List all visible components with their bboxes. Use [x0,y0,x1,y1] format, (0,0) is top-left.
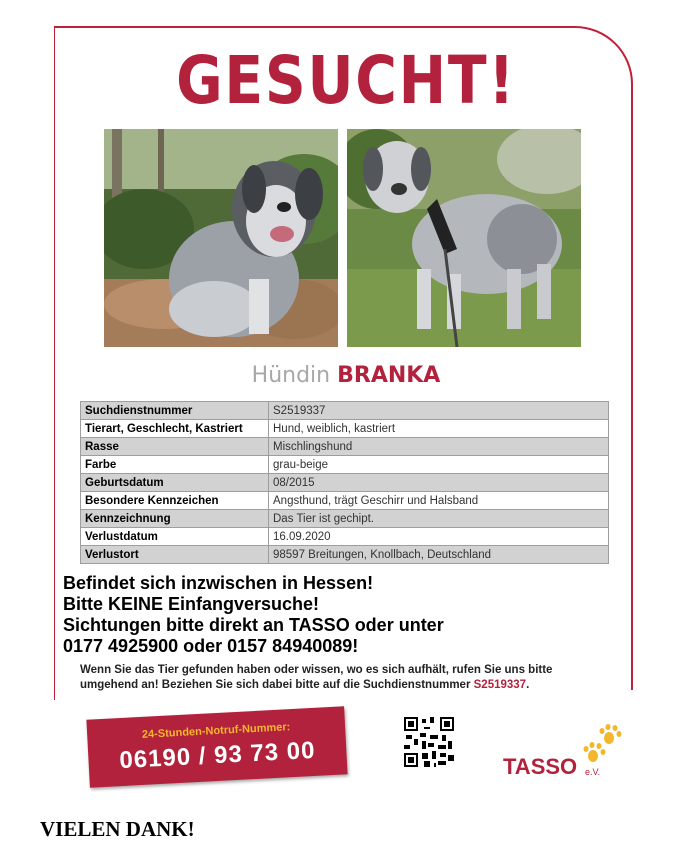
detail-value: 08/2015 [269,474,609,492]
contact-note [80,663,552,693]
contact-note-end: . [526,679,530,691]
hotline-number[interactable]: 06190 / 93 73 00 [118,736,317,775]
table-row [81,402,609,420]
notice-line: 0177 4925900 oder 0157 84940089! [63,636,359,656]
pet-heading [0,363,692,388]
detail-value: Das Tier ist gechipt. [269,510,609,528]
detail-value: 98597 Breitungen, Knollbach, Deutschland [269,546,609,564]
table-row [81,438,609,456]
hotline-label: 24-Stunden-Notruf-Nummer: [141,721,291,741]
dog-photo-sitting [104,129,338,347]
table-row [81,474,609,492]
table-row [81,456,609,474]
detail-value: Hund, weiblich, kastriert [269,420,609,438]
qr-code-icon[interactable] [404,717,454,767]
detail-value: Mischlingshund [269,438,609,456]
detail-label: Besondere Kennzeichen [81,492,269,510]
search-number: S2519337 [473,679,527,691]
table-row [81,510,609,528]
logo-wordmark: TASSO [503,754,578,779]
detail-label: Rasse [81,438,269,456]
hotline-banner [86,706,347,787]
dog-photo-standing [347,129,581,347]
logo-suffix: e.V. [585,767,601,777]
table-row [81,546,609,564]
detail-label: Verlustdatum [81,528,269,546]
detail-label: Farbe [81,456,269,474]
pet-gender: Hündin [251,363,331,388]
notice-block [63,573,444,657]
paw-icon [581,722,629,766]
frame-gap [620,690,636,702]
detail-value: S2519337 [269,402,609,420]
table-row [81,420,609,438]
detail-label: Verlustort [81,546,269,564]
detail-label: Suchdienstnummer [81,402,269,420]
notice-line: Bitte KEINE Einfangversuche! [63,594,320,614]
pet-name: BRANKA [337,363,441,388]
table-row [81,528,609,546]
detail-label: Tierart, Geschlecht, Kastriert [81,420,269,438]
detail-value: Angsthund, trägt Geschirr und Halsband [269,492,609,510]
thank-you-text: VIELEN DANK! [40,817,195,841]
poster-title: GESUCHT! [176,42,516,119]
detail-value: grau-beige [269,456,609,474]
table-row [81,492,609,510]
contact-note-text: umgehend an! Beziehen Sie sich dabei bitte auf die Suchdienstnummer [80,679,471,691]
contact-note-line [80,678,552,693]
contact-note-line: Wenn Sie das Tier gefunden haben oder wissen, wo es sich aufhält, rufen Sie uns bitte [80,664,553,676]
detail-label: Kennzeichnung [81,510,269,528]
detail-value: 16.09.2020 [269,528,609,546]
tasso-logo [503,720,633,784]
details-table [80,401,609,564]
detail-label: Geburtsdatum [81,474,269,492]
notice-line: Befindet sich inzwischen in Hessen! [63,573,374,593]
notice-line: Sichtungen bitte direkt an TASSO oder unter [63,615,444,635]
